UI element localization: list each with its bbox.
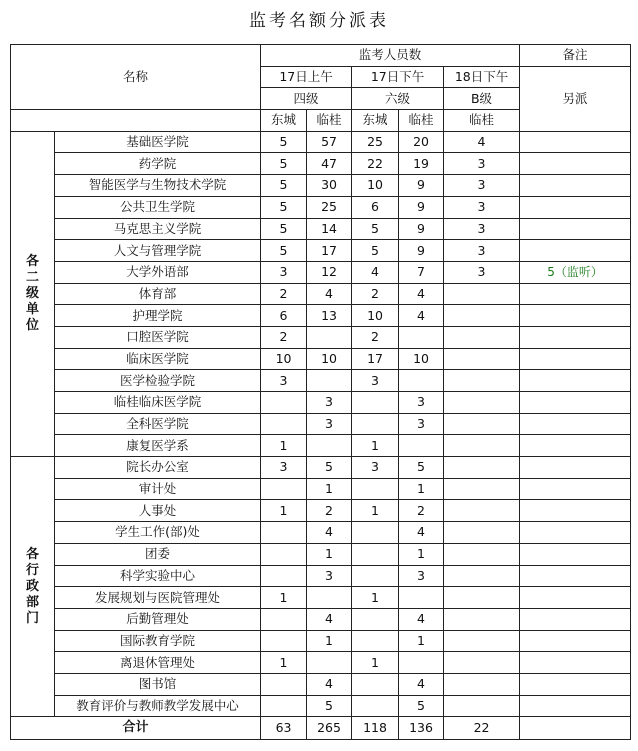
table-row bbox=[11, 543, 631, 565]
count-cell: 19 bbox=[399, 153, 444, 175]
count-cell: 2 bbox=[352, 283, 399, 305]
total-value: 136 bbox=[399, 717, 444, 740]
unit-name: 学生工作(部)处 bbox=[55, 522, 261, 544]
count-cell bbox=[444, 435, 520, 457]
total-value: 22 bbox=[444, 717, 520, 740]
unit-name: 体育部 bbox=[55, 283, 261, 305]
count-cell: 5 bbox=[399, 457, 444, 479]
session-level: 四级 bbox=[261, 88, 352, 110]
group-label bbox=[11, 131, 55, 456]
count-cell: 20 bbox=[399, 131, 444, 153]
note-cell bbox=[520, 153, 631, 175]
count-cell: 2 bbox=[261, 326, 307, 348]
group-label-text: 各二级单位 bbox=[25, 253, 39, 333]
count-cell: 1 bbox=[307, 630, 352, 652]
count-cell: 4 bbox=[307, 608, 352, 630]
table-row bbox=[11, 283, 631, 305]
unit-name: 全科医学院 bbox=[55, 413, 261, 435]
count-cell bbox=[444, 500, 520, 522]
count-cell: 3 bbox=[307, 392, 352, 414]
count-cell: 1 bbox=[261, 587, 307, 609]
count-cell: 1 bbox=[352, 500, 399, 522]
note-cell: 5（监听） bbox=[520, 261, 631, 283]
count-cell bbox=[444, 695, 520, 717]
note-cell bbox=[520, 630, 631, 652]
count-cell: 4 bbox=[399, 283, 444, 305]
table-row bbox=[11, 305, 631, 327]
unit-name: 药学院 bbox=[55, 153, 261, 175]
count-cell: 1 bbox=[261, 652, 307, 674]
count-cell bbox=[261, 413, 307, 435]
count-cell: 1 bbox=[352, 587, 399, 609]
assignment-table bbox=[10, 44, 631, 740]
count-cell: 1 bbox=[352, 652, 399, 674]
count-cell: 6 bbox=[352, 196, 399, 218]
table-row bbox=[11, 478, 631, 500]
count-cell: 17 bbox=[307, 240, 352, 262]
count-cell bbox=[444, 673, 520, 695]
header-remark: 备注 bbox=[520, 45, 631, 67]
count-cell bbox=[399, 326, 444, 348]
group-label-text: 各行政部门 bbox=[25, 546, 39, 626]
count-cell bbox=[444, 413, 520, 435]
unit-name: 审计处 bbox=[55, 478, 261, 500]
count-cell: 5 bbox=[261, 175, 307, 197]
count-cell: 5 bbox=[399, 695, 444, 717]
count-cell: 3 bbox=[444, 175, 520, 197]
count-cell: 3 bbox=[399, 565, 444, 587]
count-cell: 5 bbox=[352, 240, 399, 262]
count-cell bbox=[261, 392, 307, 414]
count-cell bbox=[352, 522, 399, 544]
count-cell: 1 bbox=[352, 435, 399, 457]
count-cell: 1 bbox=[261, 435, 307, 457]
count-cell: 2 bbox=[352, 326, 399, 348]
count-cell: 3 bbox=[444, 261, 520, 283]
count-cell: 57 bbox=[307, 131, 352, 153]
count-cell: 5 bbox=[261, 240, 307, 262]
count-cell: 1 bbox=[307, 543, 352, 565]
count-cell bbox=[261, 522, 307, 544]
count-cell: 12 bbox=[307, 261, 352, 283]
count-cell bbox=[444, 305, 520, 327]
note-cell bbox=[520, 543, 631, 565]
count-cell: 25 bbox=[307, 196, 352, 218]
count-cell bbox=[444, 652, 520, 674]
count-cell bbox=[261, 543, 307, 565]
count-cell: 4 bbox=[307, 673, 352, 695]
unit-name: 国际教育学院 bbox=[55, 630, 261, 652]
table-row bbox=[11, 326, 631, 348]
session-level: B级 bbox=[444, 88, 520, 110]
note-cell bbox=[520, 587, 631, 609]
table-row bbox=[11, 673, 631, 695]
session-time: 17日上午 bbox=[261, 66, 352, 88]
table-row bbox=[11, 435, 631, 457]
count-cell bbox=[444, 283, 520, 305]
note-cell bbox=[520, 196, 631, 218]
unit-name: 发展规划与医院管理处 bbox=[55, 587, 261, 609]
count-cell bbox=[444, 348, 520, 370]
unit-name: 护理学院 bbox=[55, 305, 261, 327]
table-row bbox=[11, 392, 631, 414]
count-cell: 22 bbox=[352, 153, 399, 175]
count-cell bbox=[307, 370, 352, 392]
table-row bbox=[11, 196, 631, 218]
unit-name: 图书馆 bbox=[55, 673, 261, 695]
count-cell bbox=[352, 630, 399, 652]
count-cell: 4 bbox=[399, 522, 444, 544]
table-row bbox=[11, 131, 631, 153]
campus-label: 临桂 bbox=[307, 110, 352, 132]
table-row bbox=[11, 240, 631, 262]
count-cell bbox=[261, 695, 307, 717]
count-cell bbox=[261, 478, 307, 500]
note-cell bbox=[520, 435, 631, 457]
table-row bbox=[11, 565, 631, 587]
count-cell bbox=[444, 370, 520, 392]
count-cell: 47 bbox=[307, 153, 352, 175]
count-cell: 4 bbox=[307, 522, 352, 544]
count-cell bbox=[352, 543, 399, 565]
count-cell bbox=[444, 392, 520, 414]
count-cell: 10 bbox=[399, 348, 444, 370]
count-cell bbox=[261, 673, 307, 695]
count-cell: 4 bbox=[399, 673, 444, 695]
note-cell bbox=[520, 522, 631, 544]
count-cell bbox=[444, 565, 520, 587]
count-cell: 3 bbox=[307, 413, 352, 435]
note-cell bbox=[520, 457, 631, 479]
count-cell: 5 bbox=[352, 218, 399, 240]
count-cell: 5 bbox=[261, 218, 307, 240]
table-row bbox=[11, 587, 631, 609]
count-cell bbox=[399, 435, 444, 457]
table-row bbox=[11, 413, 631, 435]
count-cell: 5 bbox=[307, 695, 352, 717]
note-cell bbox=[520, 131, 631, 153]
count-cell: 13 bbox=[307, 305, 352, 327]
note-cell bbox=[520, 717, 631, 740]
note-cell bbox=[520, 218, 631, 240]
count-cell bbox=[444, 608, 520, 630]
total-value: 63 bbox=[261, 717, 307, 740]
count-cell bbox=[261, 608, 307, 630]
campus-label: 东城 bbox=[261, 110, 307, 132]
unit-name: 康复医学系 bbox=[55, 435, 261, 457]
note-cell bbox=[520, 413, 631, 435]
count-cell: 14 bbox=[307, 218, 352, 240]
count-cell: 1 bbox=[399, 630, 444, 652]
count-cell: 3 bbox=[261, 370, 307, 392]
table-row bbox=[11, 348, 631, 370]
unit-name: 离退休管理处 bbox=[55, 652, 261, 674]
total-value: 265 bbox=[307, 717, 352, 740]
count-cell: 4 bbox=[399, 305, 444, 327]
count-cell: 9 bbox=[399, 218, 444, 240]
unit-name: 基础医学院 bbox=[55, 131, 261, 153]
table-row bbox=[11, 175, 631, 197]
count-cell: 6 bbox=[261, 305, 307, 327]
table-row bbox=[11, 608, 631, 630]
count-cell bbox=[444, 522, 520, 544]
count-cell: 9 bbox=[399, 175, 444, 197]
count-cell: 5 bbox=[261, 131, 307, 153]
note-cell bbox=[520, 370, 631, 392]
count-cell: 3 bbox=[444, 153, 520, 175]
count-cell: 3 bbox=[444, 218, 520, 240]
unit-name: 人文与管理学院 bbox=[55, 240, 261, 262]
count-cell: 5 bbox=[307, 457, 352, 479]
table-row bbox=[11, 695, 631, 717]
count-cell: 2 bbox=[399, 500, 444, 522]
unit-name: 后勤管理处 bbox=[55, 608, 261, 630]
count-cell: 1 bbox=[399, 543, 444, 565]
header-name: 名称 bbox=[11, 45, 261, 110]
count-cell: 4 bbox=[352, 261, 399, 283]
header-staff: 监考人员数 bbox=[261, 45, 520, 67]
count-cell: 7 bbox=[399, 261, 444, 283]
table-row bbox=[11, 370, 631, 392]
count-cell: 5 bbox=[261, 153, 307, 175]
count-cell bbox=[444, 326, 520, 348]
count-cell: 3 bbox=[444, 240, 520, 262]
table-row bbox=[11, 500, 631, 522]
unit-name: 科学实验中心 bbox=[55, 565, 261, 587]
count-cell bbox=[444, 543, 520, 565]
count-cell bbox=[307, 435, 352, 457]
count-cell: 3 bbox=[352, 457, 399, 479]
count-cell bbox=[444, 457, 520, 479]
unit-name: 马克思主义学院 bbox=[55, 218, 261, 240]
unit-name: 大学外语部 bbox=[55, 261, 261, 283]
count-cell: 1 bbox=[307, 478, 352, 500]
unit-name: 人事处 bbox=[55, 500, 261, 522]
count-cell bbox=[352, 392, 399, 414]
campus-label: 东城 bbox=[352, 110, 399, 132]
count-cell: 30 bbox=[307, 175, 352, 197]
count-cell: 5 bbox=[261, 196, 307, 218]
count-cell bbox=[444, 630, 520, 652]
header-remark-sub: 另派 bbox=[520, 66, 631, 131]
count-cell bbox=[399, 587, 444, 609]
count-cell: 2 bbox=[307, 500, 352, 522]
count-cell: 9 bbox=[399, 240, 444, 262]
note-cell bbox=[520, 283, 631, 305]
unit-name: 公共卫生学院 bbox=[55, 196, 261, 218]
count-cell bbox=[352, 695, 399, 717]
count-cell: 3 bbox=[261, 457, 307, 479]
campus-label: 临桂 bbox=[399, 110, 444, 132]
note-cell bbox=[520, 608, 631, 630]
table-row bbox=[11, 218, 631, 240]
count-cell bbox=[444, 478, 520, 500]
count-cell: 4 bbox=[399, 608, 444, 630]
count-cell bbox=[352, 608, 399, 630]
session-time: 18日下午 bbox=[444, 66, 520, 88]
count-cell: 3 bbox=[261, 261, 307, 283]
count-cell: 10 bbox=[261, 348, 307, 370]
unit-name: 临桂临床医学院 bbox=[55, 392, 261, 414]
note-cell bbox=[520, 305, 631, 327]
table-row bbox=[11, 457, 631, 479]
unit-name: 院长办公室 bbox=[55, 457, 261, 479]
count-cell bbox=[399, 370, 444, 392]
count-cell: 2 bbox=[261, 283, 307, 305]
unit-name: 团委 bbox=[55, 543, 261, 565]
note-cell bbox=[520, 695, 631, 717]
note-cell bbox=[520, 392, 631, 414]
count-cell: 10 bbox=[352, 305, 399, 327]
total-value: 118 bbox=[352, 717, 399, 740]
count-cell: 4 bbox=[444, 131, 520, 153]
table-row bbox=[11, 261, 631, 283]
unit-name: 智能医学与生物技术学院 bbox=[55, 175, 261, 197]
table-row bbox=[11, 652, 631, 674]
count-cell bbox=[352, 565, 399, 587]
count-cell: 25 bbox=[352, 131, 399, 153]
count-cell: 4 bbox=[307, 283, 352, 305]
count-cell: 17 bbox=[352, 348, 399, 370]
header-blank bbox=[11, 110, 261, 132]
note-cell bbox=[520, 565, 631, 587]
note-cell bbox=[520, 478, 631, 500]
count-cell bbox=[261, 630, 307, 652]
count-cell bbox=[307, 326, 352, 348]
note-cell bbox=[520, 673, 631, 695]
count-cell: 1 bbox=[399, 478, 444, 500]
note-cell bbox=[520, 175, 631, 197]
count-cell bbox=[352, 413, 399, 435]
unit-name: 教育评价与教师教学发展中心 bbox=[55, 695, 261, 717]
count-cell: 3 bbox=[444, 196, 520, 218]
unit-name: 临床医学院 bbox=[55, 348, 261, 370]
table-row bbox=[11, 153, 631, 175]
unit-name: 医学检验学院 bbox=[55, 370, 261, 392]
count-cell: 10 bbox=[307, 348, 352, 370]
count-cell: 3 bbox=[399, 392, 444, 414]
count-cell bbox=[399, 652, 444, 674]
note-cell bbox=[520, 500, 631, 522]
count-cell bbox=[352, 478, 399, 500]
unit-name: 口腔医学院 bbox=[55, 326, 261, 348]
total-label: 合计 bbox=[11, 717, 261, 740]
table-row bbox=[11, 630, 631, 652]
count-cell: 3 bbox=[307, 565, 352, 587]
count-cell bbox=[352, 673, 399, 695]
session-level: 六级 bbox=[352, 88, 444, 110]
count-cell: 9 bbox=[399, 196, 444, 218]
page-title: 监考名额分派表 bbox=[249, 11, 389, 31]
note-cell bbox=[520, 240, 631, 262]
count-cell bbox=[444, 587, 520, 609]
note-cell bbox=[520, 326, 631, 348]
total-row bbox=[11, 717, 631, 740]
count-cell bbox=[307, 652, 352, 674]
table-body bbox=[11, 131, 631, 740]
note-cell bbox=[520, 348, 631, 370]
count-cell: 3 bbox=[399, 413, 444, 435]
table-row bbox=[11, 522, 631, 544]
count-cell bbox=[261, 565, 307, 587]
count-cell: 10 bbox=[352, 175, 399, 197]
session-time: 17日下午 bbox=[352, 66, 444, 88]
campus-label: 临桂 bbox=[444, 110, 520, 132]
count-cell: 3 bbox=[352, 370, 399, 392]
count-cell bbox=[307, 587, 352, 609]
note-cell bbox=[520, 652, 631, 674]
count-cell: 1 bbox=[261, 500, 307, 522]
group-label bbox=[11, 457, 55, 717]
